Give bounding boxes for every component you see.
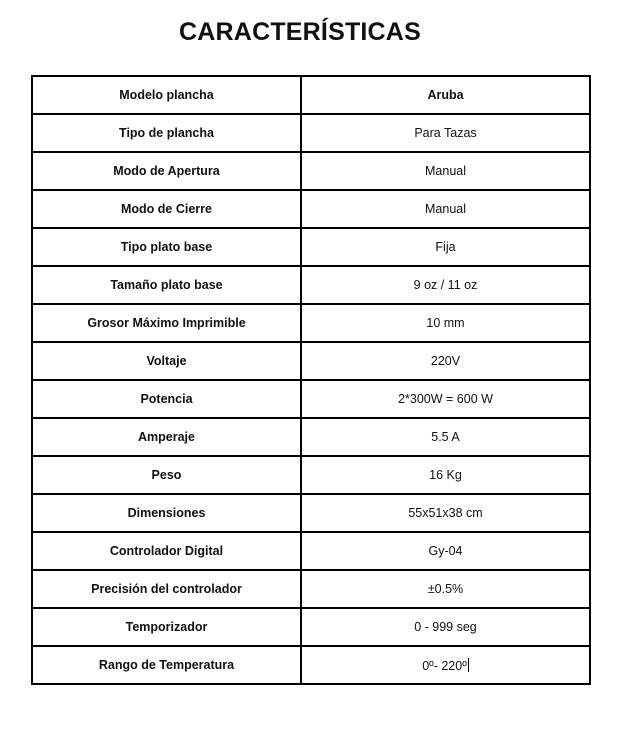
spec-value: Para Tazas (301, 114, 590, 152)
spec-row-modo-de-cierre (32, 190, 590, 228)
spec-value: 10 mm (301, 304, 590, 342)
spec-value: 0 - 999 seg (301, 608, 590, 646)
spec-row-voltaje (32, 342, 590, 380)
spec-row-grosor-maximo (32, 304, 590, 342)
spec-value: Fija (301, 228, 590, 266)
spec-label: Modelo plancha (32, 76, 301, 114)
specifications-table (31, 75, 591, 685)
spec-row-peso (32, 456, 590, 494)
spec-row-dimensiones (32, 494, 590, 532)
spec-label: Modo de Apertura (32, 152, 301, 190)
page-title: CARACTERÍSTICAS (179, 18, 421, 46)
spec-label: Precisión del controlador (32, 570, 301, 608)
spec-label: Potencia (32, 380, 301, 418)
spec-label: Modo de Cierre (32, 190, 301, 228)
spec-value: 9 oz / 11 oz (301, 266, 590, 304)
spec-row-modo-de-apertura (32, 152, 590, 190)
spec-label: Tipo plato base (32, 228, 301, 266)
spec-label: Rango de Temperatura (32, 646, 301, 684)
spec-value: 5.5 A (301, 418, 590, 456)
spec-label: Voltaje (32, 342, 301, 380)
spec-row-temporizador (32, 608, 590, 646)
text-cursor (468, 658, 469, 672)
spec-value: 220V (301, 342, 590, 380)
specifications-table-body (32, 76, 590, 684)
spec-row-precision-controlador (32, 570, 590, 608)
spec-row-tipo-de-plancha (32, 114, 590, 152)
spec-value: Aruba (301, 76, 590, 114)
spec-value: ±0.5% (301, 570, 590, 608)
spec-value: 16 Kg (301, 456, 590, 494)
spec-label: Peso (32, 456, 301, 494)
spec-label: Grosor Máximo Imprimible (32, 304, 301, 342)
spec-row-potencia (32, 380, 590, 418)
spec-value: 0º- 220º (422, 658, 467, 673)
spec-row-tamano-plato-base (32, 266, 590, 304)
spec-row-controlador-digital (32, 532, 590, 570)
spec-label: Tamaño plato base (32, 266, 301, 304)
spec-value: Gy-04 (301, 532, 590, 570)
spec-value: 2*300W = 600 W (301, 380, 590, 418)
spec-label: Amperaje (32, 418, 301, 456)
spec-value: Manual (301, 190, 590, 228)
spec-label: Tipo de plancha (32, 114, 301, 152)
spec-row-rango-temperatura (32, 646, 590, 684)
spec-label: Dimensiones (32, 494, 301, 532)
spec-value-cell[interactable] (301, 646, 590, 684)
spec-value: Manual (301, 152, 590, 190)
spec-row-amperaje (32, 418, 590, 456)
spec-label: Controlador Digital (32, 532, 301, 570)
spec-label: Temporizador (32, 608, 301, 646)
spec-value: 55x51x38 cm (301, 494, 590, 532)
spec-row-modelo-plancha (32, 76, 590, 114)
spec-row-tipo-plato-base (32, 228, 590, 266)
